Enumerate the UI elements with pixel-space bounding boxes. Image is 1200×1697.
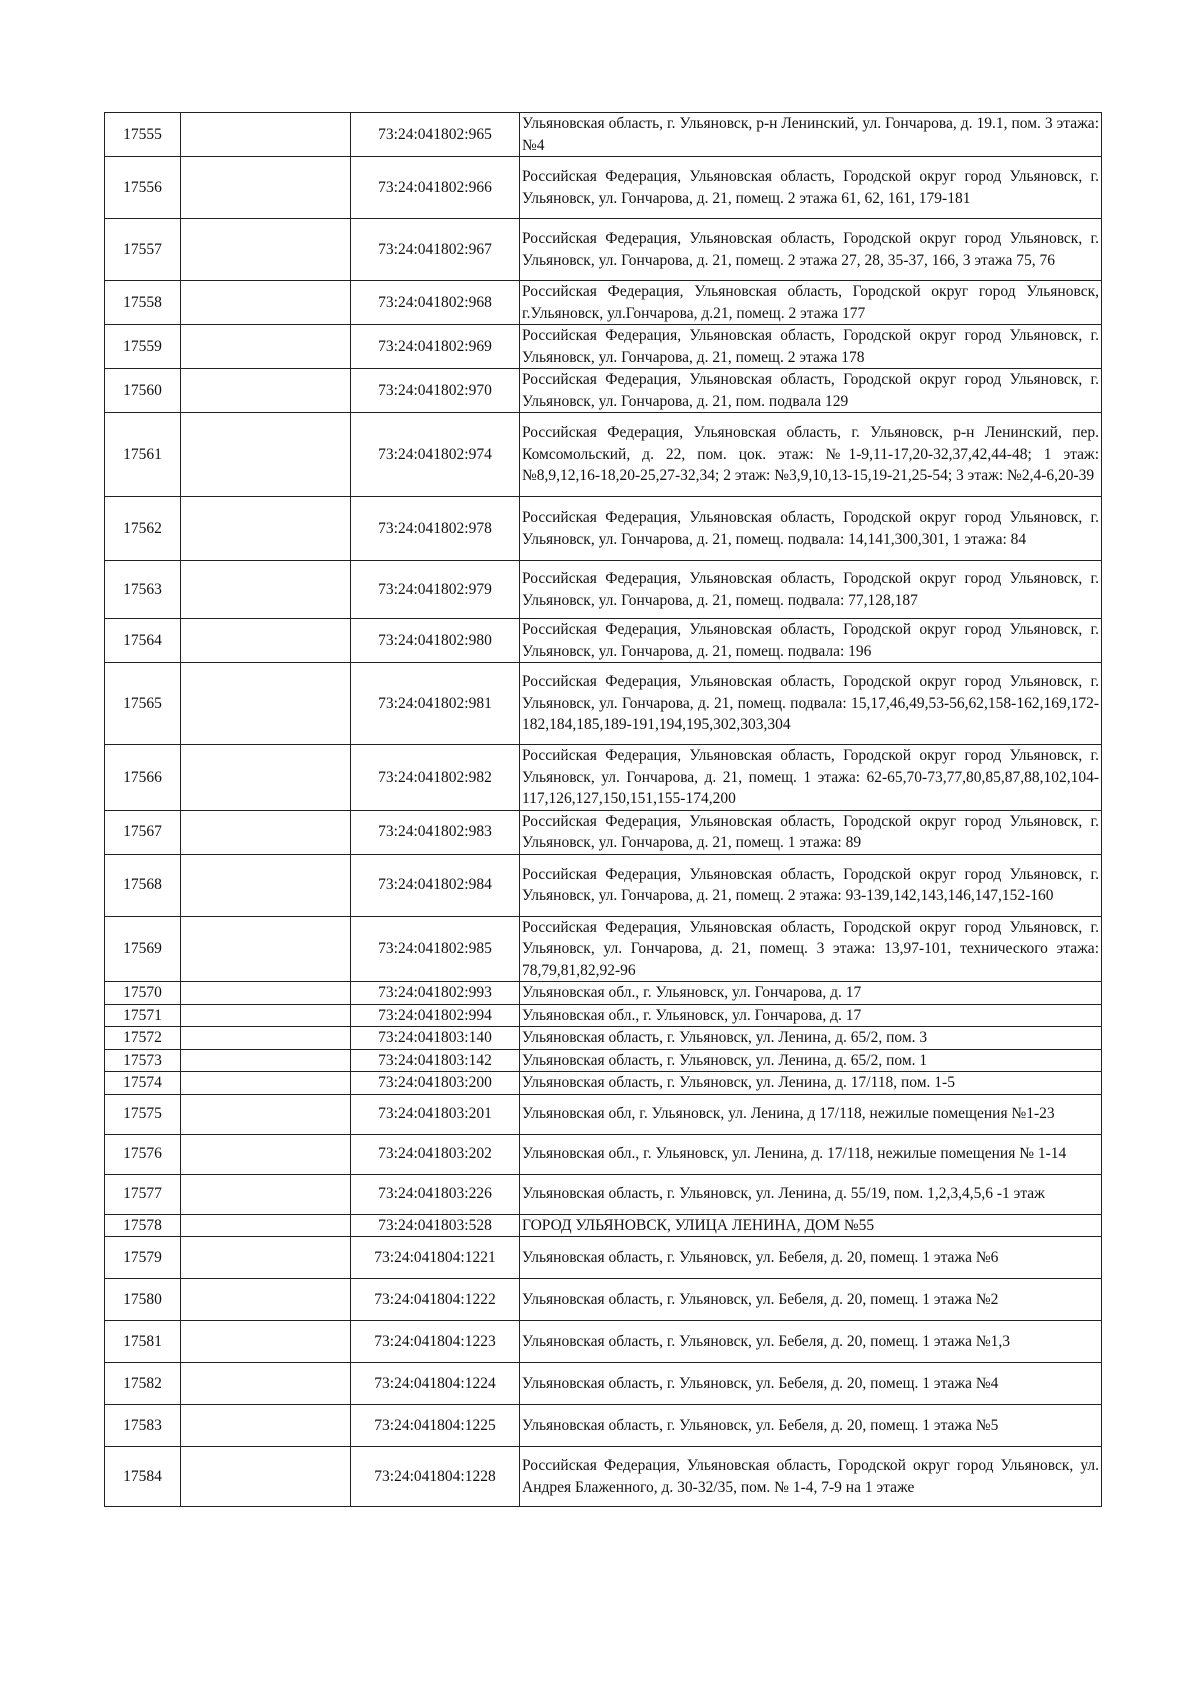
cadastral-number: 73:24:041803:200 (351, 1072, 520, 1095)
property-address: Российская Федерация, Ульяновская область, Городской округ город Ульяновск, г. Ульяновск, ул. Гончарова, д. 21, помещ. подвала: 15,17,46,49,53-56,62,158-162,169,172-182,184,185,189-191,194,195,302,303,304 (520, 663, 1102, 745)
cadastral-number: 73:24:041802:993 (351, 982, 520, 1005)
table-row (105, 1072, 1102, 1095)
record-number: 17570 (105, 982, 181, 1005)
table-row (105, 1004, 1102, 1027)
property-address: Ульяновская область, г. Ульяновск, ул. Бебеля, д. 20, помещ. 1 этажа №1,3 (520, 1321, 1102, 1363)
record-number: 17557 (105, 219, 181, 281)
empty-cell (181, 1004, 351, 1027)
empty-cell (181, 1363, 351, 1405)
table-row (105, 1405, 1102, 1447)
table-row (105, 1094, 1102, 1134)
property-address: Ульяновская обл., г. Ульяновск, ул. Ленина, д. 17/118, нежилые помещения № 1-14 (520, 1134, 1102, 1174)
cadastral-number: 73:24:041803:142 (351, 1049, 520, 1072)
cadastral-number: 73:24:041802:978 (351, 497, 520, 561)
property-address: Российская Федерация, Ульяновская область, Городской округ город Ульяновск, г. Ульяновск, ул. Гончарова, д. 21, помещ. подвала: 77,128,187 (520, 561, 1102, 619)
record-number: 17575 (105, 1094, 181, 1134)
record-number: 17559 (105, 325, 181, 369)
record-number: 17571 (105, 1004, 181, 1027)
property-address: Российская Федерация, Ульяновская область, Городской округ город Ульяновск, г. Ульяновск, ул. Гончарова, д. 21, помещ. подвала: 14,141,300,301, 1 этажа: 84 (520, 497, 1102, 561)
table-row (105, 619, 1102, 663)
empty-cell (181, 854, 351, 916)
record-number: 17566 (105, 745, 181, 811)
record-number: 17578 (105, 1214, 181, 1237)
empty-cell (181, 281, 351, 325)
table-row (105, 1174, 1102, 1214)
table-row (105, 1447, 1102, 1507)
property-address: Ульяновская область, г. Ульяновск, ул. Ленина, д. 17/118, пом. 1-5 (520, 1072, 1102, 1095)
table-row (105, 1363, 1102, 1405)
property-address: Российская Федерация, Ульяновская область, Городской округ город Ульяновск, ул. Андрея Блаженного, д. 30-32/35, пом. № 1-4, 7-9 на 1 этаже (520, 1447, 1102, 1507)
cadastral-number: 73:24:041803:140 (351, 1027, 520, 1050)
table-row (105, 497, 1102, 561)
cadastral-number: 73:24:041802:985 (351, 916, 520, 982)
cadastral-number: 73:24:041802:965 (351, 113, 520, 157)
property-address: Российская Федерация, Ульяновская область, Городской округ город Ульяновск, г. Ульяновск, ул. Гончарова, д. 21, помещ. 2 этажа 27, 28, 35-37, 166, 3 этажа 75, 76 (520, 219, 1102, 281)
property-address: Российская Федерация, Ульяновская область, Городской округ город Ульяновск, г. Ульяновск, ул. Гончарова, д. 21, помещ. 2 этажа 61, 62, 161, 179-181 (520, 157, 1102, 219)
empty-cell (181, 619, 351, 663)
cadastral-number: 73:24:041802:967 (351, 219, 520, 281)
empty-cell (181, 1094, 351, 1134)
empty-cell (181, 1134, 351, 1174)
empty-cell (181, 1405, 351, 1447)
property-address: ГОРОД УЛЬЯНОВСК, УЛИЦА ЛЕНИНА, ДОМ №55 (520, 1214, 1102, 1237)
record-number: 17562 (105, 497, 181, 561)
record-number: 17576 (105, 1134, 181, 1174)
empty-cell (181, 1237, 351, 1279)
empty-cell (181, 413, 351, 497)
cadastral-number: 73:24:041802:981 (351, 663, 520, 745)
empty-cell (181, 1447, 351, 1507)
property-address: Российская Федерация, Ульяновская область, Городской округ город Ульяновск, г. Ульяновск, ул. Гончарова, д. 21, помещ. 1 этажа: 89 (520, 810, 1102, 854)
record-number: 17582 (105, 1363, 181, 1405)
record-number: 17577 (105, 1174, 181, 1214)
record-number: 17568 (105, 854, 181, 916)
record-number: 17584 (105, 1447, 181, 1507)
table-row (105, 663, 1102, 745)
property-address: Ульяновская область, г. Ульяновск, р-н Ленинский, ул. Гончарова, д. 19.1, пом. 3 этажа: №4 (520, 113, 1102, 157)
property-registry-table (104, 112, 1102, 1507)
empty-cell (181, 561, 351, 619)
cadastral-number: 73:24:041802:983 (351, 810, 520, 854)
record-number: 17561 (105, 413, 181, 497)
property-address: Ульяновская область, г. Ульяновск, ул. Бебеля, д. 20, помещ. 1 этажа №6 (520, 1237, 1102, 1279)
table-row (105, 1027, 1102, 1050)
empty-cell (181, 1214, 351, 1237)
table-row (105, 281, 1102, 325)
table-row (105, 982, 1102, 1005)
table-row (105, 916, 1102, 982)
table-row (105, 113, 1102, 157)
record-number: 17579 (105, 1237, 181, 1279)
cadastral-number: 73:24:041803:201 (351, 1094, 520, 1134)
table-row (105, 745, 1102, 811)
empty-cell (181, 1049, 351, 1072)
table-row (105, 1134, 1102, 1174)
cadastral-number: 73:24:041804:1223 (351, 1321, 520, 1363)
property-address: Ульяновская обл., г. Ульяновск, ул. Гончарова, д. 17 (520, 982, 1102, 1005)
cadastral-number: 73:24:041802:966 (351, 157, 520, 219)
record-number: 17560 (105, 369, 181, 413)
table-row (105, 325, 1102, 369)
cadastral-number: 73:24:041803:226 (351, 1174, 520, 1214)
property-address: Российская Федерация, Ульяновская область, г. Ульяновск, р-н Ленинский, пер. Комсомольский, д. 22, пом. цок. этаж: №1-9,11-17,20-32,37,42,44-48; 1 этаж: №8,9,12,16-18,20-25,27-32,34; 2 этаж: №3,9,10,13-15,19-21,25-54; 3 этаж: №2,4-6,20-39 (520, 413, 1102, 497)
property-address: Российская Федерация, Ульяновская область, Городской округ город Ульяновск, г. Ульяновск, ул. Гончарова, д. 21, помещ. 3 этажа: 13,97-101, технического этажа: 78,79,81,82,92-96 (520, 916, 1102, 982)
empty-cell (181, 325, 351, 369)
cadastral-number: 73:24:041802:974 (351, 413, 520, 497)
property-address: Российская Федерация, Ульяновская область, Городской округ город Ульяновск, г. Ульяновск, ул. Гончарова, д. 21, помещ. 2 этажа: 93-139,142,143,146,147,152-160 (520, 854, 1102, 916)
cadastral-number: 73:24:041804:1224 (351, 1363, 520, 1405)
property-address: Ульяновская область, г. Ульяновск, ул. Ленина, д. 55/19, пом. 1,2,3,4,5,6 -1 этаж (520, 1174, 1102, 1214)
cadastral-number: 73:24:041804:1222 (351, 1279, 520, 1321)
table-row (105, 854, 1102, 916)
empty-cell (181, 1279, 351, 1321)
empty-cell (181, 1174, 351, 1214)
property-address: Ульяновская область, г. Ульяновск, ул. Ленина, д. 65/2, пом. 3 (520, 1027, 1102, 1050)
empty-cell (181, 219, 351, 281)
record-number: 17573 (105, 1049, 181, 1072)
table-row (105, 413, 1102, 497)
cadastral-number: 73:24:041802:980 (351, 619, 520, 663)
table-row (105, 157, 1102, 219)
record-number: 17567 (105, 810, 181, 854)
property-address: Ульяновская обл, г. Ульяновск, ул. Ленина, д 17/118, нежилые помещения №1-23 (520, 1094, 1102, 1134)
cadastral-number: 73:24:041803:528 (351, 1214, 520, 1237)
property-address: Ульяновская область, г. Ульяновск, ул. Ленина, д. 65/2, пом. 1 (520, 1049, 1102, 1072)
property-address: Российская Федерация, Ульяновская область, Городской округ город Ульяновск, г. Ульяновск, ул. Гончарова, д. 21, помещ. подвала: 196 (520, 619, 1102, 663)
cadastral-number: 73:24:041802:994 (351, 1004, 520, 1027)
registry-body (105, 113, 1102, 1507)
record-number: 17565 (105, 663, 181, 745)
record-number: 17583 (105, 1405, 181, 1447)
cadastral-number: 73:24:041803:202 (351, 1134, 520, 1174)
property-address: Российская Федерация, Ульяновская область, Городской округ город Ульяновск, г. Ульяновск, ул. Гончарова, д. 21, помещ. 1 этажа: 62-65,70-73,77,80,85,87,88,102,104-117,126,127,150,151,155-174,200 (520, 745, 1102, 811)
cadastral-number: 73:24:041804:1225 (351, 1405, 520, 1447)
record-number: 17564 (105, 619, 181, 663)
cadastral-number: 73:24:041802:982 (351, 745, 520, 811)
table-row (105, 561, 1102, 619)
record-number: 17563 (105, 561, 181, 619)
property-address: Российская Федерация, Ульяновская область, Городской округ город Ульяновск, г. Ульяновск, ул. Гончарова, д. 21, пом. подвала 129 (520, 369, 1102, 413)
empty-cell (181, 982, 351, 1005)
empty-cell (181, 1072, 351, 1095)
empty-cell (181, 745, 351, 811)
property-address: Ульяновская область, г. Ульяновск, ул. Бебеля, д. 20, помещ. 1 этажа №2 (520, 1279, 1102, 1321)
record-number: 17558 (105, 281, 181, 325)
property-address: Ульяновская обл., г. Ульяновск, ул. Гончарова, д. 17 (520, 1004, 1102, 1027)
cadastral-number: 73:24:041802:970 (351, 369, 520, 413)
empty-cell (181, 916, 351, 982)
empty-cell (181, 1027, 351, 1050)
table-row (105, 1279, 1102, 1321)
table-row (105, 1049, 1102, 1072)
empty-cell (181, 497, 351, 561)
cadastral-number: 73:24:041802:968 (351, 281, 520, 325)
property-address: Российская Федерация, Ульяновская область, Городской округ город Ульяновск, г. Ульяновск, ул. Гончарова, д. 21, помещ. 2 этажа 178 (520, 325, 1102, 369)
table-row (105, 1214, 1102, 1237)
property-address: Ульяновская область, г. Ульяновск, ул. Бебеля, д. 20, помещ. 1 этажа №4 (520, 1363, 1102, 1405)
table-row (105, 219, 1102, 281)
record-number: 17574 (105, 1072, 181, 1095)
record-number: 17556 (105, 157, 181, 219)
empty-cell (181, 663, 351, 745)
property-address: Ульяновская область, г. Ульяновск, ул. Бебеля, д. 20, помещ. 1 этажа №5 (520, 1405, 1102, 1447)
cadastral-number: 73:24:041804:1228 (351, 1447, 520, 1507)
empty-cell (181, 157, 351, 219)
record-number: 17581 (105, 1321, 181, 1363)
table-row (105, 1237, 1102, 1279)
empty-cell (181, 113, 351, 157)
record-number: 17572 (105, 1027, 181, 1050)
property-address: Российская Федерация, Ульяновская область, Городской округ город Ульяновск, г.Ульяновск, ул.Гончарова, д.21, помещ. 2 этажа 177 (520, 281, 1102, 325)
record-number: 17580 (105, 1279, 181, 1321)
table-row (105, 369, 1102, 413)
empty-cell (181, 369, 351, 413)
empty-cell (181, 810, 351, 854)
cadastral-number: 73:24:041802:969 (351, 325, 520, 369)
table-row (105, 1321, 1102, 1363)
record-number: 17569 (105, 916, 181, 982)
record-number: 17555 (105, 113, 181, 157)
empty-cell (181, 1321, 351, 1363)
table-row (105, 810, 1102, 854)
cadastral-number: 73:24:041804:1221 (351, 1237, 520, 1279)
cadastral-number: 73:24:041802:984 (351, 854, 520, 916)
cadastral-number: 73:24:041802:979 (351, 561, 520, 619)
